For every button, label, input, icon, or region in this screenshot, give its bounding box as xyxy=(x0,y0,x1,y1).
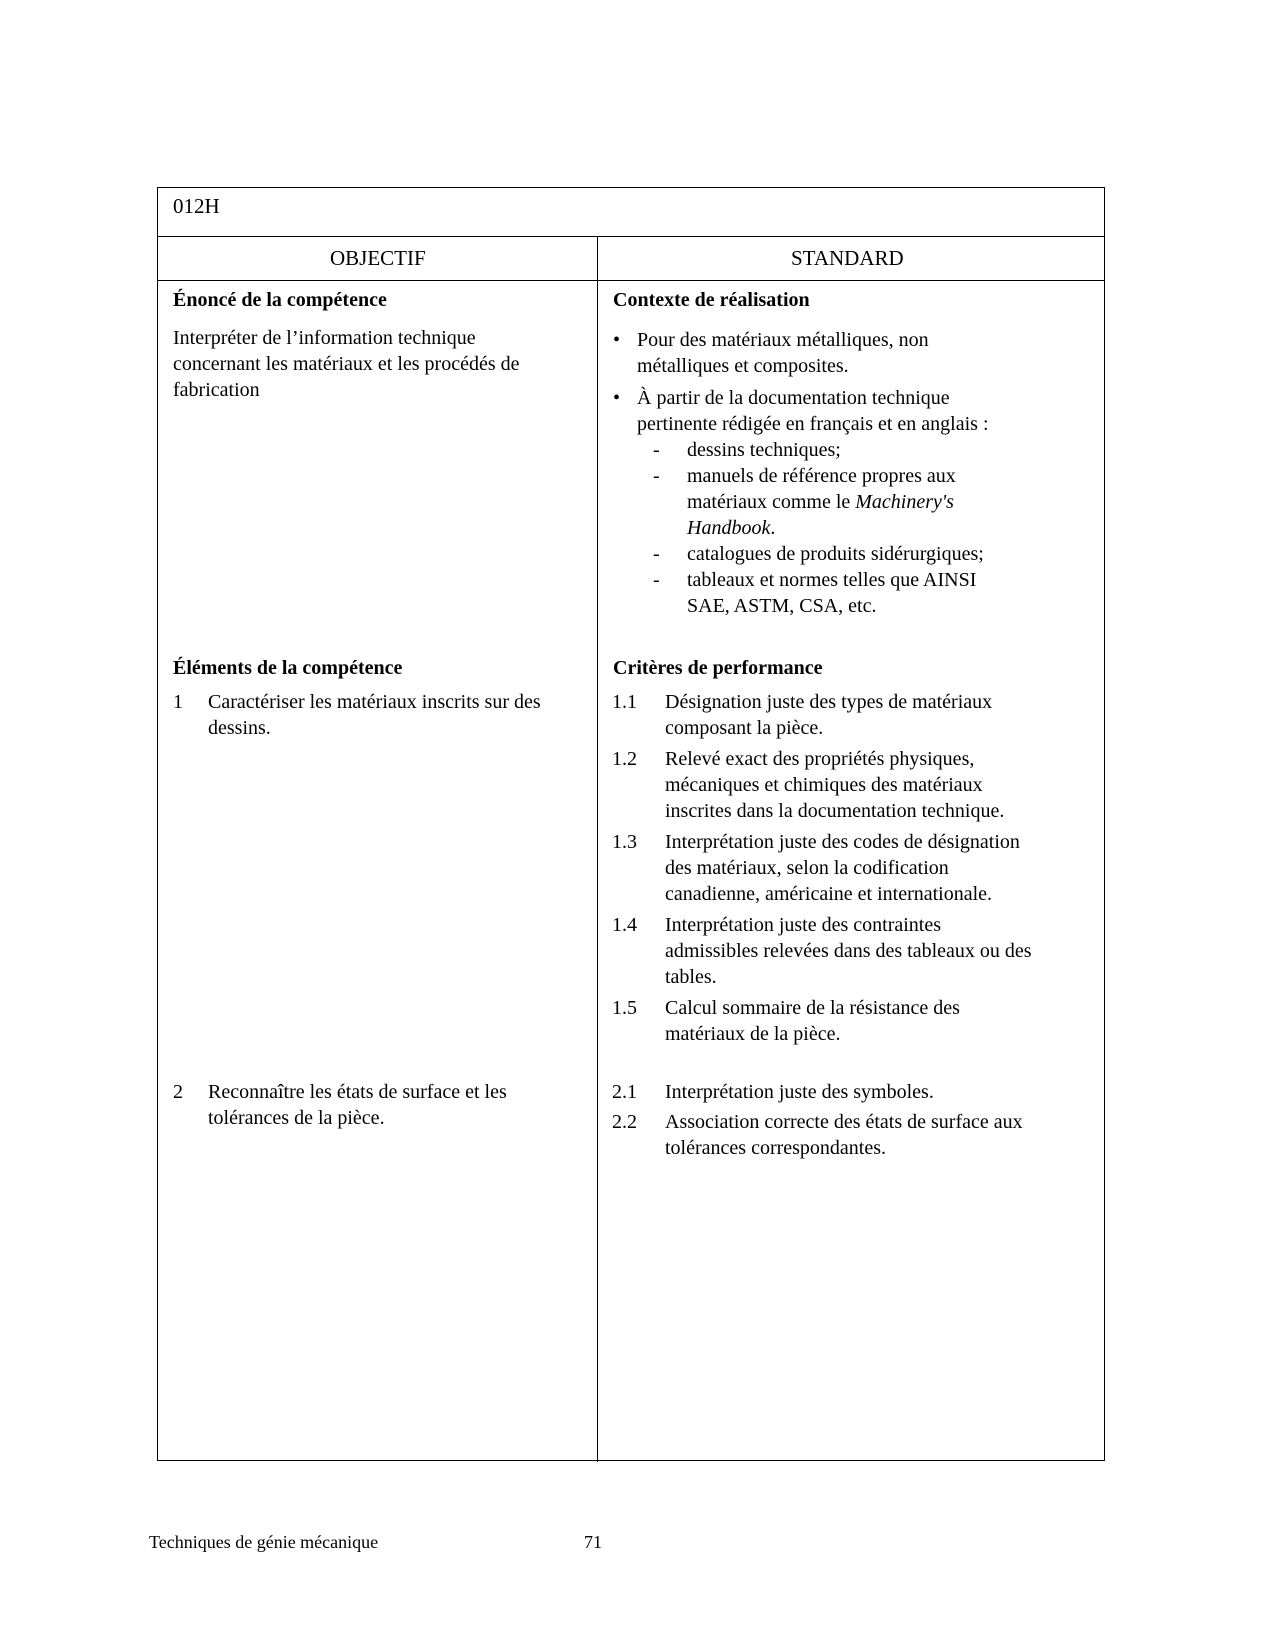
critere-1-1-number: 1.1 xyxy=(612,691,637,713)
competence-table xyxy=(157,187,1105,1461)
footer-program: Techniques de génie mécanique xyxy=(149,1532,379,1552)
code-row xyxy=(158,188,1104,237)
critere-1-2-line-1: Relevé exact des propriétés physiques, xyxy=(665,748,975,770)
dash-2-icon: - xyxy=(653,465,660,487)
element-2-number: 2 xyxy=(173,1081,183,1103)
bullet-1-line-2: métalliques et composites. xyxy=(637,355,849,377)
enonce-line-1: Interpréter de l’information technique xyxy=(173,327,476,349)
standard-header: STANDARD xyxy=(791,246,904,270)
critere-1-4-number: 1.4 xyxy=(612,914,637,936)
element-2-line-1: Reconnaître les états de surface et les xyxy=(208,1081,507,1103)
contexte-title: Contexte de réalisation xyxy=(613,289,810,311)
objectif-header: OBJECTIF xyxy=(330,246,426,270)
critere-1-3-line-2: des matériaux, selon la codification xyxy=(665,857,949,879)
bullet-2-line-1: À partir de la documentation technique xyxy=(637,387,950,409)
dash-2-line-3 xyxy=(687,515,775,541)
critere-1-3-line-1: Interprétation juste des codes de désignation xyxy=(665,831,1020,853)
critere-1-2-line-2: mécaniques et chimiques des matériaux xyxy=(665,774,983,796)
element-2-line-2: tolérances de la pièce. xyxy=(208,1107,385,1129)
critere-1-4-line-2: admissibles relevées dans des tableaux ou des xyxy=(665,940,1032,962)
critere-2-2-line-2: tolérances correspondantes. xyxy=(665,1137,887,1159)
criteres-title: Critères de performance xyxy=(613,657,823,679)
dash-1-icon: - xyxy=(653,439,660,461)
dash-2-line-1: manuels de référence propres aux xyxy=(687,465,956,487)
critere-1-5-number: 1.5 xyxy=(612,997,637,1019)
competence-code: 012H xyxy=(173,194,220,218)
bullet-1-icon: • xyxy=(613,329,621,351)
critere-1-3-number: 1.3 xyxy=(612,831,637,853)
element-1-number: 1 xyxy=(173,691,183,713)
critere-1-1-line-1: Désignation juste des types de matériaux xyxy=(665,691,993,713)
footer-page-number: 71 xyxy=(584,1532,602,1552)
bullet-1-line-1: Pour des matériaux métalliques, non xyxy=(637,329,929,351)
column-divider xyxy=(597,236,598,1462)
bullet-2-icon: • xyxy=(613,387,621,409)
enonce-line-3: fabrication xyxy=(173,379,260,401)
critere-1-4-line-3: tables. xyxy=(665,966,717,988)
critere-1-5-line-1: Calcul sommaire de la résistance des xyxy=(665,997,960,1019)
dash-3-icon: - xyxy=(653,543,660,565)
critere-2-2-number: 2.2 xyxy=(612,1111,637,1133)
dash-3-line-1: catalogues de produits sidérurgiques; xyxy=(687,543,984,565)
column-headers xyxy=(158,236,1104,281)
critere-1-4-line-1: Interprétation juste des contraintes xyxy=(665,914,942,936)
element-1-line-2: dessins. xyxy=(208,717,271,739)
dash-2-line-2 xyxy=(687,489,954,515)
machinerys-text: Machinery's xyxy=(855,491,954,513)
dash-2-line-2-text: matériaux comme le xyxy=(687,491,856,513)
critere-2-2-line-1: Association correcte des états de surface aux xyxy=(665,1111,1023,1133)
element-1-line-1: Caractériser les matériaux inscrits sur des xyxy=(208,691,541,713)
critere-1-1-line-2: composant la pièce. xyxy=(665,717,824,739)
handbook-period: . xyxy=(770,517,776,539)
dash-4-icon: - xyxy=(653,569,660,591)
critere-2-1-number: 2.1 xyxy=(612,1081,637,1103)
enonce-title: Énoncé de la compétence xyxy=(173,289,387,311)
bullet-2-line-2: pertinente rédigée en français et en anglais : xyxy=(637,413,989,435)
enonce-line-2: concernant les matériaux et les procédés de xyxy=(173,353,520,375)
elements-title: Éléments de la compétence xyxy=(173,657,403,679)
critere-2-1-line-1: Interprétation juste des symboles. xyxy=(665,1081,934,1103)
handbook-text: Handbook xyxy=(687,517,771,539)
critere-1-5-line-2: matériaux de la pièce. xyxy=(665,1023,841,1045)
dash-4-line-1: tableaux et normes telles que AINSI xyxy=(687,569,977,591)
critere-1-2-line-3: inscrites dans la documentation technique. xyxy=(665,800,1005,822)
dash-4-line-2: SAE, ASTM, CSA, etc. xyxy=(687,595,877,617)
critere-1-3-line-3: canadienne, américaine et internationale. xyxy=(665,883,993,905)
critere-1-2-number: 1.2 xyxy=(612,748,637,770)
dash-1-line-1: dessins techniques; xyxy=(687,439,841,461)
